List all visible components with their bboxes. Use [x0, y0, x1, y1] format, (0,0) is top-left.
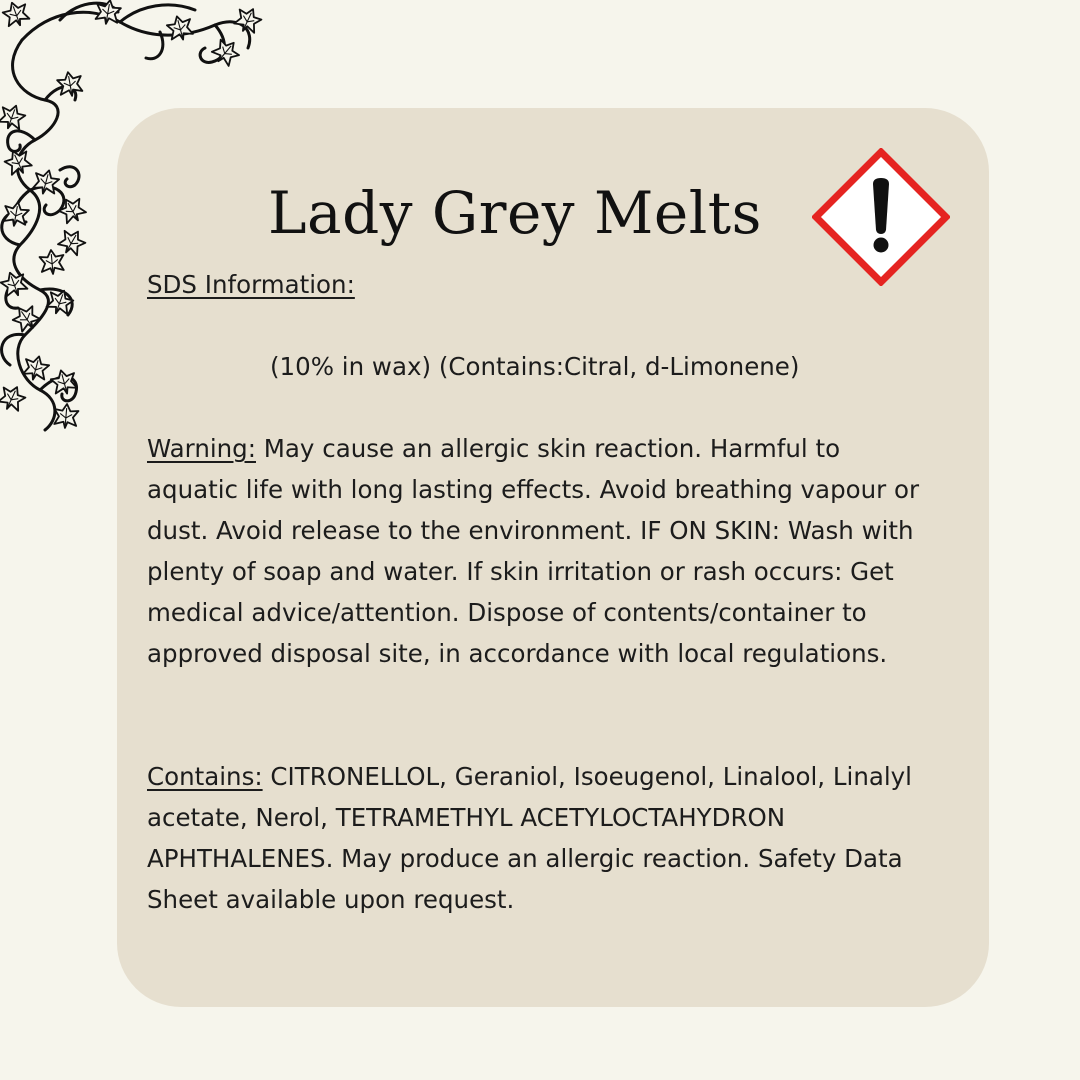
- sds-heading: SDS Information:: [147, 270, 355, 299]
- exclamation-mark-hazard-icon: [812, 148, 950, 286]
- contains-label: Contains:: [147, 762, 263, 791]
- sds-concentration: (10% in wax) (Contains:Citral, d-Limonene): [270, 352, 800, 381]
- warning-label: Warning:: [147, 434, 256, 463]
- warning-section: [147, 428, 937, 674]
- contains-section: [147, 756, 937, 920]
- warning-text: May cause an allergic skin reaction. Harmful to aquatic life with long lasting effects. Avoid breathing vapour or dust. Avoid release to the environment. IF ON SKIN: Wash with plenty of soap and water. If skin irritation or rash occurs: Get medical advice/attention. Dispose of contents/container to approved disposal site, in accordance with local regulations.: [147, 434, 920, 668]
- contains-text: CITRONELLOL, Geraniol, Isoeugenol, Linalool, Linalyl acetate, Nerol, TETRAMETHYL ACETYLOCTAHYDRON APHTHALENES. May produce an allergic reaction. Safety Data Sheet available upon request.: [147, 762, 912, 914]
- product-title: Lady Grey Melts: [268, 179, 762, 247]
